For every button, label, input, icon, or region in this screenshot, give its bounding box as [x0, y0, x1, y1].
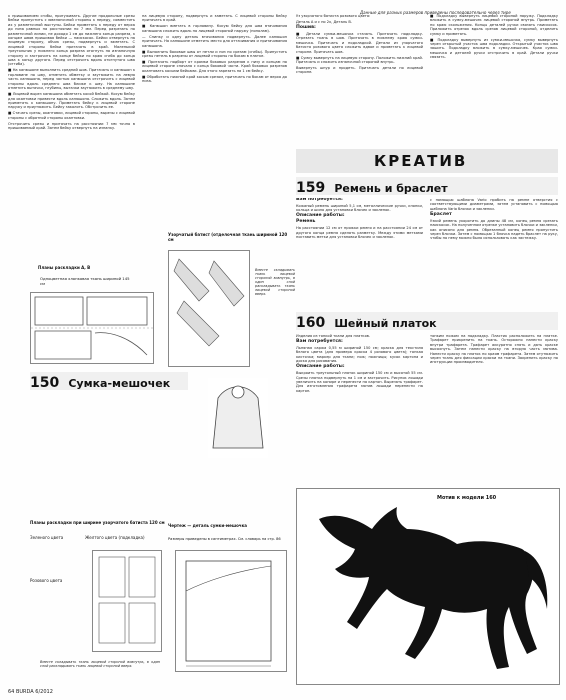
col3-p3: ■ Детали сумки-мешочка стачать. Притачать подкладку. Отрезать ткань в шов. Притачать в нижнему краю сумки-мешочка. Притачать и подкладкой. Детали из узорчатого батиста розового цвета сложить вдвое и приметать к лицевой стороне. Притачать шов. [296, 32, 423, 54]
s159-bracelet: Узкий ремень укоротить до длины 48 см, конец ремня срезать наискосок. На полученном отрезке установить блочки и заклепки, как описано для ремня. Обрезанный конец ремня пропустить через блочки. Затем с помощью 1 блочка надеть браслет на руку, чтобы по нему можно было использовать как застежку. [430, 218, 558, 241]
batiste-note: Вместе складывать ткань лицевой стороной вовнутрь, в один слой раскладывать ткань лицевой стороной вверх. [255, 268, 295, 296]
s159-need-label: Вам потребуется: [296, 198, 343, 202]
s159-right: с помощью шаблона Vario пробить на ремне отверстия с соответствующими диаметрами, затем установить с помощью шаблона Vario блочки и заклепки. [430, 198, 558, 211]
column-2 [142, 14, 287, 214]
model-159-header [296, 177, 558, 195]
pattern-pink: Розового цвета [30, 578, 63, 583]
model-150-number: 150 [30, 375, 60, 391]
page-footer: 64 BURDA 6/2012 [8, 689, 53, 695]
col2-p4: ■ Выполнить боковые швы от петли и низ по срезам (сгибы). Припустить срезы петель в разрезы от лицевой стороны по бокам в платке. [142, 49, 287, 59]
s160-need-label: Вам потребуется: [296, 339, 343, 344]
col2-p3: — Спинку и одну деталь втачивания подвернуть. Далее капюшон притачать. На капюшоне отметить место для оттачивания и притачивания капюшона. [142, 34, 287, 48]
model-150-header [30, 372, 188, 390]
col1-p2: ■ На капюшоне выполнить средний шов. Притачать и капюшон к горловине по шву, отметить обметку и заутюжить на левую часть капюшона, перед частью капюшона отстрочить с лицевой стороны вдоль среднего шва ближе к шву. На капюшоне отметить вытачки, глубины, вытачки заутюжить в среднему шву. [8, 68, 135, 91]
col2-p5: ■ Притачать подборт от кромки боковых разрезов к низу и концам по лицевой стороне сначала с конца боковой части. Край боковых разрезов окантовать косыми бейками. Для этого зарезать на 1 см бейку. [142, 60, 287, 73]
col3-p2: Деталь А и с по 2х, Деталь В. [296, 20, 352, 24]
col1-p4: ■ Стачать срезы, окантовки, лицевой стороны, вырезы с лицевой стороны с обратной стороны окантовки. [8, 111, 135, 120]
model-159-left [296, 198, 423, 308]
col3-p1: Уз узорчатого батиста розового цвета: [296, 14, 371, 18]
col1-p1: к пришиванием сгибы, пригуживать. Другие продольные срезы бейки припустить с ювеланочной стороны к переду, совместить их у разметочной выступы. Бейки приметать к переду от верха до низа равных на расстоянии по 7 мм. Перед разрезать по разметочной линии, не доходя 1 см до нижнего конца разреза, к концам швов пришивая бейки — наискосок. Бейки отвернуть на лицевую сторону, обчик срезы, подвернуть и заметать. С лицевой стороны бейки притачать в край. Маленький треугольник у нижнего конца разреза отогнуть на изнаночную сторону и застрочить на конце бейки по краю сгиба до конца шва к концу другого. Перед отстрочить вдоль отогнутого шва (отгиба). [8, 14, 135, 67]
pattern-150-title: Планы раскладки при ширине узорчатого батиста 120 см [30, 520, 165, 525]
s160-intro: Изделия из тонкой ткани для платков. [296, 334, 371, 338]
model-160-title: Шейный платок [334, 317, 437, 330]
pattern-a-b-diagram [30, 292, 154, 364]
model-160-left [296, 334, 423, 484]
header-note: Данные для разных размеров приведены последовательно через тире [360, 10, 511, 15]
bag-drawing-icon [208, 378, 268, 458]
batiste-diagram [168, 250, 250, 367]
col2-p6: ■ Обработать нижний край косым срезом, притачать по бокам от верха до низа. [142, 74, 287, 84]
column-3 [296, 14, 423, 142]
horse-motif-caption: Мотив к модели 160 [437, 495, 497, 501]
horse-motif-box [296, 488, 560, 685]
drawing-lines [176, 551, 286, 671]
drawing-diagram [175, 550, 287, 672]
pattern-fabric-width: Одноцветная хлопковая ткань шириной 145 см [40, 276, 130, 286]
model-160-right [430, 334, 558, 484]
col3-heading: Пошив: [296, 25, 316, 30]
s160-desc-label: Описание работы: [296, 364, 345, 370]
horse-silhouette-icon [297, 489, 559, 684]
col3-p4: ■ Сумку вывернуть на лицевую сторону. Положить нижний край. Притачать и сложить изнаночной стороной внутрь. [296, 55, 423, 65]
s159-bracelet-label: Браслет [430, 211, 452, 217]
pattern-150-pieces [93, 551, 161, 651]
model-150-title: Сумка-мешочек [68, 377, 171, 390]
model-159-right [430, 198, 558, 308]
col4-p1: ■ Подкладку вывернуть лицевой стороной наружу. Подкладку вложить в сумку-мешочек лицевой стороной внутрь. Приметать по краю скольжения. Концы деталей ручки связать наискосок. Приложить отрезок вдоль срезов лицевой стороной, отделить сумку и приметать. [430, 14, 558, 36]
bag-illustration [208, 378, 268, 458]
s159-belt-label: Ремень [296, 219, 316, 225]
model-159-number: 159 [296, 180, 326, 196]
s159-desc-label: Описание работы: [296, 213, 345, 219]
column-1 [8, 14, 135, 259]
drawing-title: Чертеж — деталь сумки-мешочка [168, 523, 247, 528]
model-160-number: 160 [296, 315, 326, 331]
pattern-150-diagram [92, 550, 162, 652]
col1-p5: Отстрочить срезы и притачать на расстоянии 7 мм точно в пришиваемый край. Затем бейку отвернуть на изнанку. [8, 121, 135, 131]
s159-desc: На расстоянии 12 см от пряжки ремня и на расстоянии 24 см от другого конца ремня сделать разметку. Между этими метками поставить метки для установки блочек и заклепок. [296, 226, 423, 240]
col2-p2: ■ Капюшон вметать в горловину. Косую бейку для шва втачивания капюшона сложить вдоль по лицевой стороной наружу (пополам). [142, 24, 287, 33]
s159-need: Кожаный ремень шириной 5,1 см, металлические ручки, кнопки, кольца и шило для установки блочек и заклепок. [296, 204, 423, 213]
s160-right: тонким ножом на подкладку. Пластик расположить на платке. Трафарет прикрепить на ткань. Осторожно нанести краску внутри трафарета. Трафарет аккуратно снять и дать краске высохнуть. Затем нанести краску на вторую часть мотива. Нанести краску на платок по краям трафарета. Затем отутюжить через ткань для фиксации краски на ткани. Закрепить краску по инструкции производителя. [430, 334, 558, 365]
batiste-caption: Узорчатый батист (отделочная ткань шириной 120 см [168, 232, 288, 242]
col1-p3: ■ Лицевой вырез капюшона обметать косой бейкой. Косую бейку для окантовки привести вдоль капюшона. Сложить вдоль. Затем приметать к капюшону. Приметать бейку к лицевой стороне наружу и приутюжить. Бейку заколоть. Обстрочить ее. [8, 92, 135, 110]
pattern-pieces [31, 293, 153, 363]
s160-need: Льняная саржа 0,55 м шириной 150 см; краска для текстиля белого цвета (для примера краска 4 розового цвета); тонкая кисточка; маркер для ткани; нож; ножницы; кусок картона и доска для рисования. [296, 346, 423, 364]
drawing-subtitle: Размеры приведены в сантиметрах. См. словарь на стр. 86 [168, 537, 281, 541]
section-banner [296, 149, 558, 173]
pattern-green: Зеленого цвета [30, 535, 64, 540]
col4-p2: ■ Подкладку вывернуть из сумки-мешочка, сумку вывернуть через открытый участок шва подкладки. Открытый участок шва зашить. Подкладку вложить в сумку-мешочек. Края сумки-мешочка и деталей ручки отстрочить в край. Детали ручки связать. [430, 37, 558, 60]
batiste-pieces [169, 251, 249, 366]
s160-desc: Выкроить треугольный платок шириной 150 см и высотой 55 см. Срезы платка подвернуть на 1 см и застрочить. Рисунок лошади увеличить на копире и перенести на картон. Вырезать трафарет. Для изготовления трафарета мотив лошади перенести на картон. [296, 371, 423, 393]
pattern-a-b-title: Планы раскладки А, В [38, 265, 91, 270]
col3-p5: Вывернуть шнур и продеть. Притачать детали по лицевой стороне. [296, 66, 423, 75]
section-title: КРЕАТИВ [374, 152, 468, 170]
model-160-header [296, 312, 558, 330]
model-159-title: Ремень и браслет [334, 182, 448, 195]
bottom-note: Вместе складывать ткань лицевой стороной вовнутрь, в один слой раскладывать ткань лицевой стороной вверх. [40, 660, 160, 668]
pattern-yellow: Желтого цвета (подкладка) [85, 535, 145, 540]
col2-p1: на лицевую сторону, подвернуть и заметать. С лицевой стороны бейку притачать в край. [142, 14, 287, 23]
column-4 [430, 14, 558, 142]
